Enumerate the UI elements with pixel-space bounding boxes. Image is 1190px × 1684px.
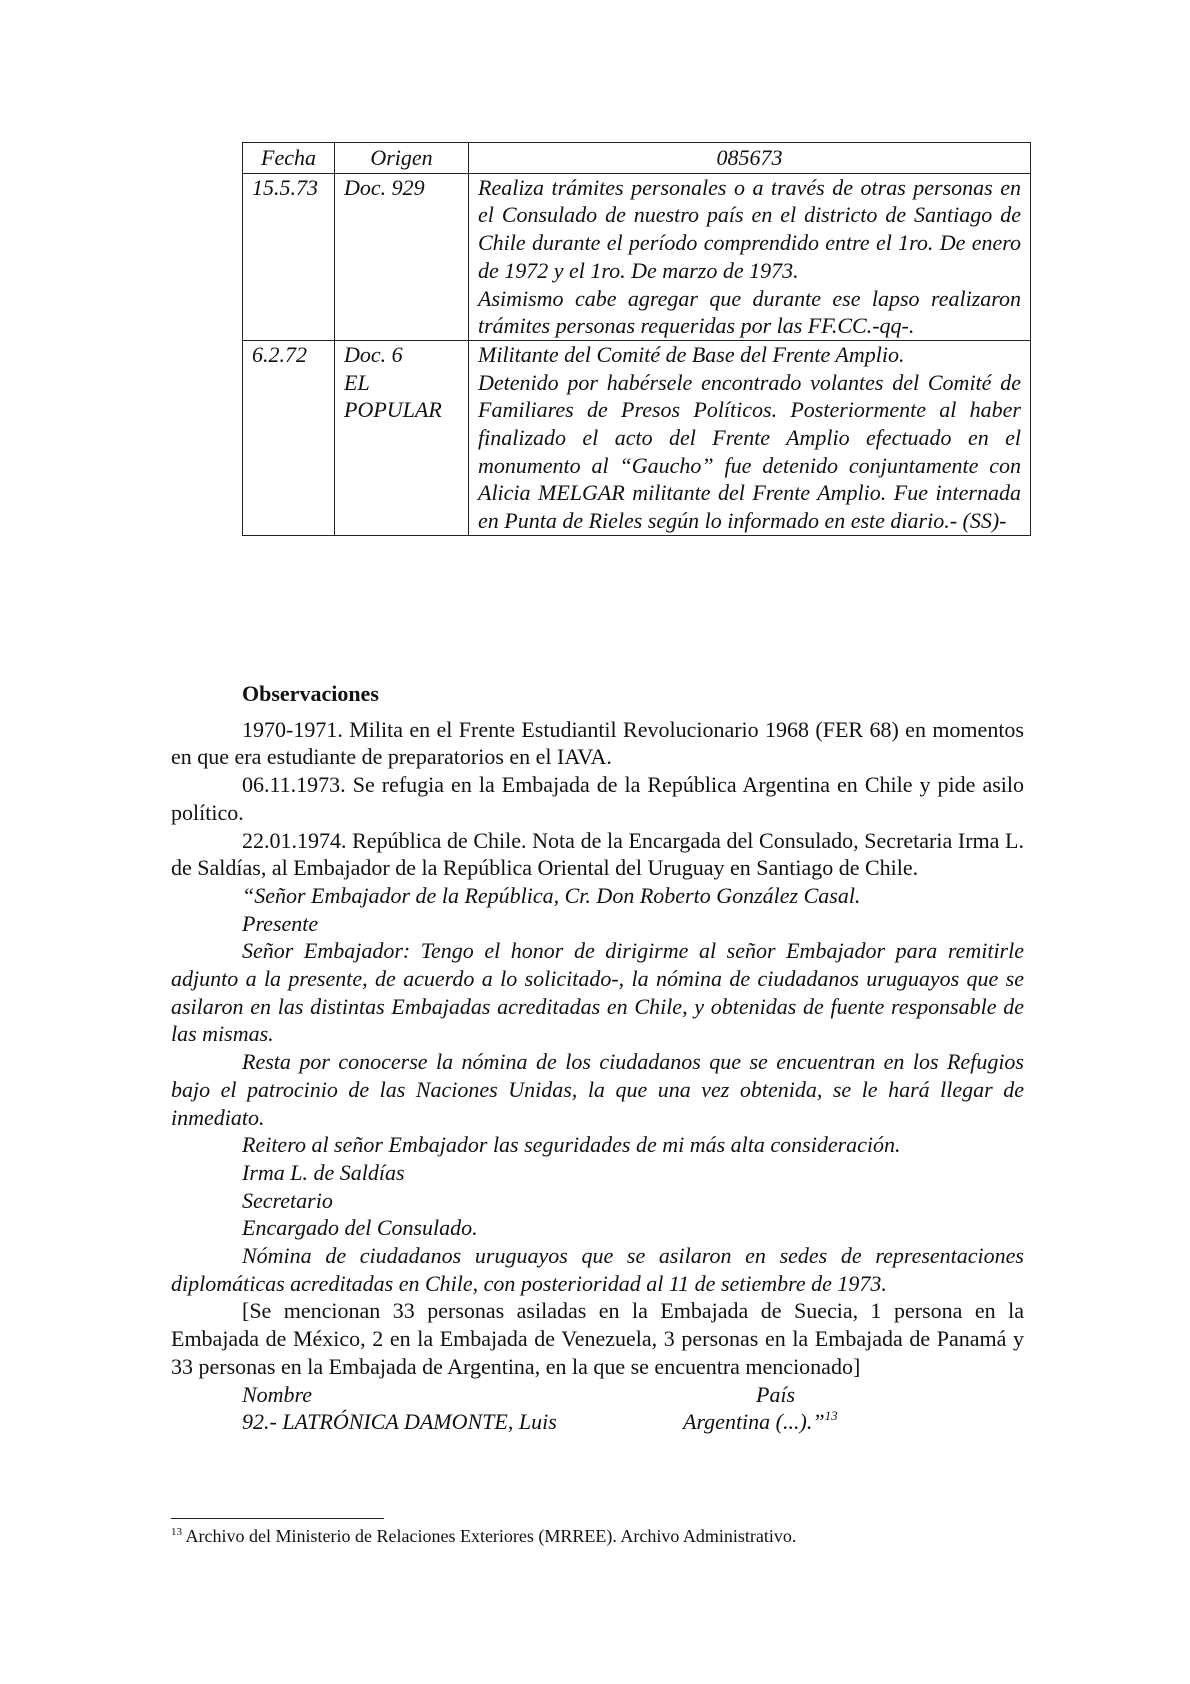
row-description <box>469 173 1031 340</box>
header-id: 085673 <box>469 143 1031 174</box>
quote-paragraph: Resta por conocerse la nómina de los ciudadanos que se encuentran en los Refugios bajo el patrocinio de las Naciones Unidas, la que una vez obtenida, se le hará llegar de inmediato. <box>171 1049 1024 1130</box>
table-header-row <box>243 143 1031 174</box>
quote-paragraph: Nómina de ciudadanos uruguayos que se asilaron en sedes de representaciones diplomáticas acreditadas en Chile, con posterioridad al 11 de setiembre de 1973. <box>171 1243 1024 1296</box>
quote-line: Encargado del Consulado. <box>242 1215 478 1241</box>
list-header <box>171 1381 1024 1409</box>
quote-line: Irma L. de Saldías <box>242 1159 405 1185</box>
quote-line: Reitero al señor Embajador las seguridades de mi más alta consideración. <box>242 1132 901 1158</box>
header-fecha: Fecha <box>243 143 335 174</box>
list-item <box>171 1408 1024 1436</box>
row-text-2: Detenido por habérsele encontrado volantes del Comité de Familiares de Presos Políticos. Posteriormente al haber finalizado el acto del Frente Amplio efectuado en el monumento al “Gaucho” fue detenido conjuntamente con Alicia MELGAR militante del Frente Amplio. Fue internada en Punta de Rieles según lo informado en este diario.- (SS)- <box>478 369 1021 534</box>
row-date: 15.5.73 <box>243 173 335 340</box>
quote-line: Presente <box>242 910 319 936</box>
observaciones-section <box>171 680 1024 1436</box>
quote-line: Secretario <box>242 1187 333 1213</box>
col-nombre: Nombre <box>242 1381 313 1407</box>
header-origen: Origen <box>335 143 469 174</box>
footnote <box>171 1525 1024 1547</box>
row-origin: Doc. 6 EL POPULAR <box>335 340 469 535</box>
records-table <box>242 142 1031 536</box>
row-date: 6.2.72 <box>243 340 335 535</box>
quote-paragraph: Señor Embajador: Tengo el honor de dirigirme al señor Embajador para remitirle adjunto a la presente, de acuerdo a lo solicitado-, la nómina de ciudadanos uruguayos que se asilaron en las distintas Embajadas acreditadas en Chile, y obtenidas de fuente responsable de las mismas. <box>171 938 1024 1047</box>
row-origin: Doc. 929 <box>335 173 469 340</box>
footnote-ref: 13 <box>824 1408 838 1424</box>
footnote-divider <box>171 1518 384 1519</box>
paragraph: 06.11.1973. Se refugia en la Embajada de la República Argentina en Chile y pide asilo político. <box>171 772 1024 825</box>
section-heading: Observaciones <box>242 681 379 706</box>
quote-line: “Señor Embajador de la República, Cr. Don Roberto González Casal. <box>242 882 861 908</box>
entry-country: Argentina (...).” <box>683 1409 825 1435</box>
paragraph: 22.01.1974. República de Chile. Nota de la Encargada del Consulado, Secretaria Irma L. de Saldías, al Embajador de la República Oriental del Uruguay en Santiago de Chile. <box>171 827 1024 881</box>
footnote-number: 13 <box>171 1526 182 1538</box>
paragraph: [Se mencionan 33 personas asiladas en la Embajada de Suecia, 1 persona en la Embajada de México, 2 en la Embajada de Venezuela, 3 personas en la Embajada de Panamá y 33 personas en la Embajada de Argentina, en la que se encuentra mencionado] <box>171 1298 1024 1379</box>
row-text-2: Asimismo cabe agregar que durante ese lapso realizaron trámites personas requeridas por las FF.CC.-qq-. <box>478 285 1021 339</box>
paragraph: 1970-1971. Milita en el Frente Estudiantil Revolucionario 1968 (FER 68) en momentos en que era estudiante de preparatorios en el IAVA. <box>171 716 1024 770</box>
col-pais-label: País <box>756 1381 796 1407</box>
row-description <box>469 340 1031 535</box>
footnote-text: Archivo del Ministerio de Relaciones Exteriores (MRREE). Archivo Administrativo. <box>185 1526 797 1546</box>
entry-name: 92.- LATRÓNICA DAMONTE, Luis <box>242 1409 557 1435</box>
entry-country-wrap <box>683 1408 838 1436</box>
row-text: Realiza trámites personales o a través de otras personas en el Consulado de nuestro país en el districto de Santiago de Chile durante el período comprendido entre el 1ro. De enero de 1972 y el 1ro. De marzo de 1973. <box>478 174 1021 283</box>
table-row <box>243 340 1031 535</box>
row-text: Militante del Comité de Base del Frente Amplio. <box>478 341 905 367</box>
col-pais <box>683 1381 795 1409</box>
table-row <box>243 173 1031 340</box>
